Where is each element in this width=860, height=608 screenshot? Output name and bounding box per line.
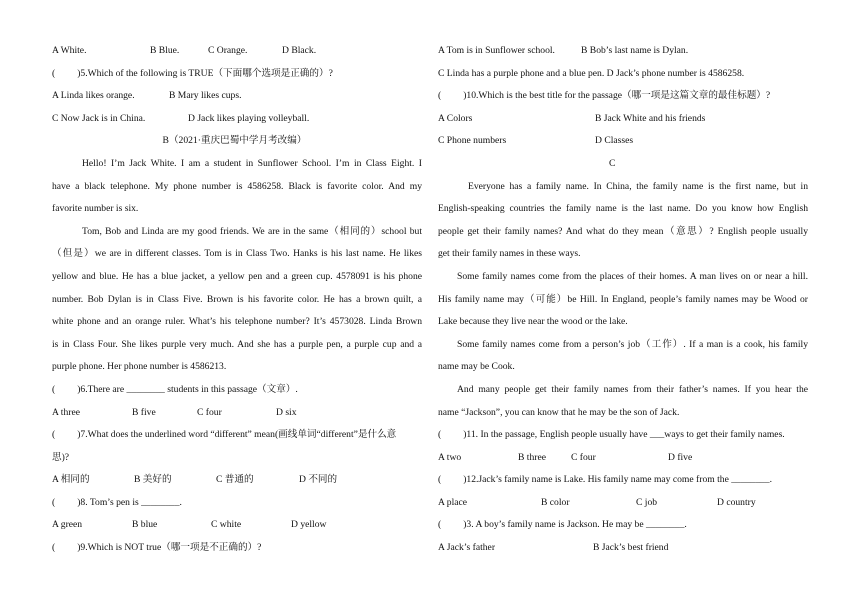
answer-paren-open[interactable]: (	[438, 474, 442, 486]
section-b-heading: B（2021·重庆巴蜀中学月考改编）	[162, 135, 307, 147]
option[interactable]: A Colors	[438, 112, 473, 124]
question-5	[52, 63, 422, 86]
right-column	[438, 40, 808, 560]
passage-line: name “Jackson”, you can know that he may be the son of Jack.	[438, 406, 680, 418]
question-text: 7.What does the underlined word “different” mean(画线单词“different”是什么意	[80, 429, 397, 441]
q13-options	[438, 537, 808, 560]
option[interactable]: C four	[571, 451, 596, 463]
option[interactable]: D five	[668, 451, 693, 463]
option[interactable]: A 相同的	[52, 474, 90, 486]
passage-line: favorite number is six.	[52, 203, 139, 215]
option[interactable]: D Black.	[282, 45, 317, 56]
passage-line: purple phone. Her phone number is 4586213.	[52, 361, 227, 373]
question-text: 12.Jack’s family name is Lake. His family name may come from the ________.	[466, 474, 772, 486]
q8-options	[52, 514, 422, 537]
q9-options-row-2[interactable]: C Linda has a purple phone and a blue pen. D Jack’s phone number is 4586258.	[438, 67, 745, 79]
answer-paren-open[interactable]: (	[52, 67, 56, 79]
answer-paren-open[interactable]: (	[52, 496, 56, 508]
q5-options-row-1	[52, 85, 422, 108]
passage-line: English-speaking countries the family name is the last name. Do you know how English	[438, 203, 808, 215]
question-text: 6.There are ________ students in this passage（文章）.	[80, 383, 298, 395]
question-text: 5.Which of the following is TRUE（下面哪个选项是正确的）?	[80, 67, 333, 79]
q9-options-row-1	[438, 40, 808, 63]
option[interactable]: B Jack’s best friend	[593, 542, 669, 554]
passage-line: Tom, Bob and Linda are my good friends. We are in the same（相同的）school but	[82, 225, 422, 237]
passage-line: Lake because they live near the wood or the lake.	[438, 316, 628, 328]
question-9	[52, 537, 422, 560]
option[interactable]: B color	[541, 496, 570, 508]
answer-paren-close: )	[77, 67, 81, 79]
passage-line: get their family names in these ways.	[438, 248, 581, 260]
question-8	[52, 492, 422, 515]
q4-options	[52, 40, 422, 63]
question-7	[52, 424, 422, 447]
answer-paren-open[interactable]: (	[52, 383, 56, 395]
option[interactable]: D six	[276, 406, 297, 418]
passage-line: name may be Cook.	[438, 361, 515, 373]
option[interactable]: A White.	[52, 45, 87, 56]
left-column	[52, 40, 422, 560]
option[interactable]: A three	[52, 406, 80, 418]
answer-paren-close: )	[77, 429, 81, 441]
option[interactable]: B Mary likes cups.	[169, 90, 242, 102]
option[interactable]: A two	[438, 451, 462, 463]
answer-paren-open[interactable]: (	[438, 519, 442, 531]
option[interactable]: A place	[438, 496, 468, 508]
option[interactable]: C Now Jack is in China.	[52, 112, 146, 124]
passage-line: number. Bob Dylan is in Class Five. Brown is his favorite color. He has a brown quilt, a	[52, 293, 422, 305]
q5-options-row-2	[52, 108, 422, 131]
option[interactable]: C white	[211, 519, 242, 531]
answer-paren-close: )	[77, 383, 81, 395]
answer-paren-close: )	[77, 542, 81, 554]
answer-paren-close: )	[463, 474, 467, 486]
q10-options-row-2	[438, 130, 808, 153]
answer-paren-close: )	[77, 496, 81, 508]
question-text: 11. In the passage, English people usually have ___ways to get their family names.	[466, 429, 785, 441]
option[interactable]: C 普通的	[216, 474, 254, 486]
question-11	[438, 424, 808, 447]
passage-line: people get their family names? And what do they mean（意思）? English people usually	[438, 225, 808, 237]
answer-paren-open[interactable]: (	[438, 429, 442, 441]
q7-options	[52, 469, 422, 492]
option[interactable]: C job	[636, 496, 658, 508]
section-c-heading	[438, 153, 808, 176]
q6-options	[52, 402, 422, 425]
passage-line: yellow and blue. He has a blue jacket, a yellow pen and a green cup. 4578091 is his phone	[52, 270, 422, 282]
option[interactable]: D yellow	[291, 519, 327, 531]
answer-paren-open[interactable]: (	[52, 429, 56, 441]
passage-line: Everyone has a family name. In China, the family name is the first name, but in	[468, 180, 808, 192]
q10-options-row-1	[438, 108, 808, 131]
option[interactable]: A Tom is in Sunflower school.	[438, 45, 555, 56]
answer-paren-close: )	[463, 429, 467, 441]
question-text: 9.Which is NOT true（哪一项是不正确的）?	[80, 542, 262, 554]
passage-line: have a black telephone. My phone number is 4586258. Black is favorite color. And my	[52, 180, 422, 192]
question-13	[438, 514, 808, 537]
passage-line: Some family names come from a person’s job（工作）. If a man is a cook, his family	[457, 338, 808, 350]
question-12	[438, 469, 808, 492]
option[interactable]: D Jack likes playing volleyball.	[188, 112, 310, 124]
q11-options	[438, 447, 808, 470]
option[interactable]: B blue	[132, 519, 158, 531]
option[interactable]: A Jack’s father	[438, 542, 496, 554]
option[interactable]: B Blue.	[150, 45, 180, 56]
option[interactable]: B Jack White and his friends	[595, 112, 706, 124]
option[interactable]: D country	[717, 496, 756, 508]
question-10	[438, 85, 808, 108]
answer-paren-close: )	[463, 519, 467, 531]
option[interactable]: C four	[197, 406, 222, 418]
passage-line: （但是）we are in different classes. Tom is in Class Two. Hanks is his last name. He likes	[52, 248, 422, 260]
option[interactable]: C Phone numbers	[438, 135, 507, 147]
option[interactable]: B three	[518, 451, 546, 463]
option[interactable]: A green	[52, 519, 83, 531]
q12-options	[438, 492, 808, 515]
answer-paren-open[interactable]: (	[52, 542, 56, 554]
question-text: 3. A boy’s family name is Jackson. He may be ________.	[466, 519, 687, 531]
question-text: 8. Tom’s pen is ________.	[80, 496, 182, 508]
passage-line: white phone and an orange ruler. What’s his telephone number? It’s 4573028. Linda Brown	[52, 316, 422, 328]
option[interactable]: B five	[132, 406, 156, 418]
passage-line: is in Class Four. She likes purple very much. And she has a purple pen, a purple cup and a	[52, 338, 422, 350]
option[interactable]: D Classes	[595, 135, 634, 147]
answer-paren-close: )	[463, 90, 467, 102]
option[interactable]: B 美好的	[134, 474, 172, 486]
section-c-label: C	[609, 157, 616, 169]
option[interactable]: B Bob’s last name is Dylan.	[581, 45, 689, 56]
question-7-continued: 思)?	[52, 451, 70, 463]
option[interactable]: A Linda likes orange.	[52, 90, 135, 102]
option[interactable]: D 不同的	[299, 474, 338, 486]
question-text: 10.Which is the best title for the passage（哪一项是这篇文章的最佳标题）?	[466, 90, 771, 102]
answer-paren-open[interactable]: (	[438, 90, 442, 102]
option[interactable]: C Orange.	[208, 45, 248, 56]
passage-line: And many people get their family names from their father’s names. If you hear the	[457, 383, 808, 395]
question-6	[52, 379, 422, 402]
passage-line: Some family names come from the places of their homes. A man lives on or near a hill.	[457, 270, 808, 282]
passage-line: His family name may（可能）be Hill. In England, people’s family names may be Wood or	[438, 293, 808, 305]
passage-line: Hello! I’m Jack White. I am a student in Sunflower School. I’m in Class Eight. I	[82, 157, 422, 169]
